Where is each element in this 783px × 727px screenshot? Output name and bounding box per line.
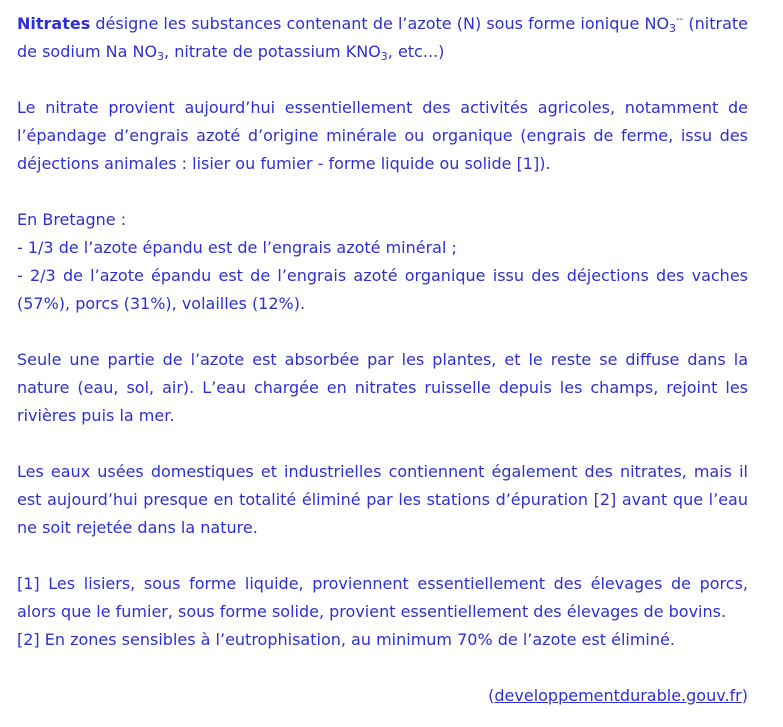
footnotes [17, 570, 748, 654]
footnote-2: [2] En zones sensibles à l’eutrophisation, au minimum 70% de l’azote est éliminé. [17, 630, 675, 649]
intro-text-1: désigne les substances contenant de l’azote (N) sous forme ionique NO [90, 14, 670, 33]
bretagne-line-1: - 1/3 de l’azote épandu est de l’engrais azoté minéral ; [17, 238, 457, 257]
footnote-1: [1] Les lisiers, sous forme liquide, proviennent essentiellement des élevages de porcs, alors que le fumier, sous forme solide, provient essentiellement des élevages de bovins. [17, 574, 748, 621]
source-open-paren: ( [488, 686, 495, 705]
superscript-charge: -- [676, 14, 684, 25]
bretagne-line-2: - 2/3 de l’azote épandu est de l’engrais azoté organique issu des déjections des vaches (57%), porcs (31%), volailles (12%). [17, 266, 748, 313]
document-body [17, 10, 749, 705]
origin-paragraph: Le nitrate provient aujourd’hui essentiellement des activités agricoles, notamment de l’épandage d’engrais azoté d’origine minérale ou organique (engrais de ferme, issu des déjections animales : lisier ou fumier - forme liquide ou solide [1]). [17, 98, 748, 173]
intro-paragraph [17, 10, 748, 66]
absorption-paragraph: Seule une partie de l’azote est absorbée par les plantes, et le reste se diffuse dans la nature (eau, sol, air). L’eau chargée en nitrates ruisselle depuis les champs, rejoint les rivières puis la mer. [17, 350, 748, 425]
intro-text-2: (nitrate de sodium Na NO [17, 14, 749, 61]
subscript-3: 3 [380, 50, 388, 63]
intro-text-3: , nitrate de potassium KNO [164, 42, 381, 61]
source-link[interactable]: developpementdurable.gouv.fr [494, 686, 742, 705]
bretagne-block [17, 206, 748, 318]
intro-text-4: , etc...) [387, 42, 445, 61]
subscript-3: 3 [669, 22, 677, 35]
source-citation [488, 682, 748, 710]
term-nitrates: Nitrates [17, 14, 91, 33]
source-close-paren: ) [741, 686, 748, 705]
wastewater-paragraph: Les eaux usées domestiques et industrielles contiennent également des nitrates, mais il est aujourd’hui presque en totalité éliminé par les stations d’épuration [2] avant que l’eau ne soit rejetée dans la nature. [17, 462, 748, 537]
subscript-3: 3 [157, 50, 165, 63]
bretagne-heading: En Bretagne : [17, 210, 127, 229]
